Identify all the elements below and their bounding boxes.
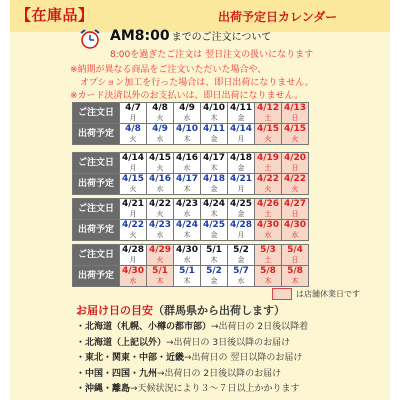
weekday: 金 [210, 185, 218, 193]
date: 4/27 [283, 199, 307, 209]
delivery-text: →出荷日の 2日後以降のお届け [157, 368, 282, 379]
weekday: 水 [183, 210, 191, 218]
date: 5/8 [287, 266, 303, 276]
ship-date-cell [120, 174, 147, 195]
date: 4/14 [229, 124, 253, 134]
date: 4/16 [175, 153, 199, 163]
ship-date-cell [228, 124, 255, 145]
date: 4/22 [121, 220, 145, 230]
order-date-cell [201, 199, 228, 220]
ship-date-cell [228, 174, 255, 195]
delivery-region: ・沖縄・離島 [76, 384, 131, 394]
delivery-row [76, 351, 308, 367]
date: 5/3 [260, 245, 276, 255]
order-date-cell [147, 153, 174, 174]
ship-date-cell [147, 220, 174, 241]
date: 5/4 [287, 245, 303, 255]
order-date-cell [174, 245, 201, 266]
weekday: 水 [156, 135, 164, 143]
date: 4/30 [283, 220, 307, 230]
date: 4/21 [121, 199, 145, 209]
order-date-cell [174, 153, 201, 174]
weekday: 金 [210, 135, 218, 143]
date: 4/9 [152, 124, 168, 134]
ship-date-cell [201, 266, 228, 287]
weekday: 土 [264, 256, 272, 264]
order-date-cell [282, 103, 309, 124]
weekday: 土 [264, 114, 272, 122]
ship-date-cell [174, 220, 201, 241]
date: 4/25 [202, 220, 226, 230]
calendar-week-table [72, 244, 309, 287]
delivery-row [76, 336, 308, 352]
cutoff-note: 8:00を過ぎたご注文は 翌日注文の扱いになります [110, 50, 314, 60]
order-date-cell [255, 153, 282, 174]
date: 4/28 [229, 220, 253, 230]
order-date-cell [120, 103, 147, 124]
date: 4/11 [202, 124, 226, 134]
cutoff-time [110, 28, 271, 44]
order-date-cell [255, 245, 282, 266]
order-date-cell [255, 199, 282, 220]
cutoff-time-value: AM8:00 [110, 28, 170, 44]
weekday: 木 [210, 164, 218, 172]
date: 4/10 [202, 103, 226, 113]
order-date-row [73, 199, 309, 220]
ship-date-cell [120, 266, 147, 287]
ship-date-cell [201, 174, 228, 195]
weekday: 月 [129, 164, 137, 172]
date: 4/20 [283, 153, 307, 163]
note-3: ※カード決済以外のお支払いは、即日出荷になりません。 [70, 91, 304, 101]
date: 5/7 [233, 266, 249, 276]
weekday: 木 [156, 277, 164, 285]
date: 4/19 [256, 153, 280, 163]
delivery-list [76, 320, 308, 398]
weekday: 水 [264, 231, 272, 239]
delivery-title-main: お届け日の目安 [76, 304, 153, 317]
weekday: 水 [156, 231, 164, 239]
weekday: 木 [291, 277, 299, 285]
weekday: 月 [237, 135, 245, 143]
calendar-week-table [72, 152, 309, 195]
legend-text: は店舗休業日です [296, 289, 360, 299]
date: 4/25 [229, 199, 253, 209]
date: 4/30 [121, 266, 145, 276]
ship-date-cell [255, 124, 282, 145]
order-date-cell [282, 199, 309, 220]
delivery-text: →天候状況により３～７日以上かかります [130, 384, 300, 394]
delivery-row [76, 320, 308, 336]
weekday: 水 [183, 256, 191, 264]
order-date-cell [120, 199, 147, 220]
ship-date-cell [255, 266, 282, 287]
weekday: 金 [237, 114, 245, 122]
weekday: 木 [210, 114, 218, 122]
weekday: 火 [291, 135, 299, 143]
order-date-cell [201, 153, 228, 174]
ship-date-cell [120, 124, 147, 145]
date: 4/23 [148, 220, 172, 230]
weekday: 月 [237, 231, 245, 239]
weekday: 水 [183, 164, 191, 172]
weekday: 火 [156, 164, 164, 172]
ship-date-label: 出荷予定 [73, 266, 120, 287]
ship-date-cell [174, 124, 201, 145]
weekday: 日 [291, 114, 299, 122]
weekday: 木 [264, 277, 272, 285]
ship-date-cell [174, 266, 201, 287]
date: 5/2 [233, 245, 249, 255]
ship-date-label: 出荷予定 [73, 124, 120, 145]
ship-date-row [73, 266, 309, 287]
note-1: ※納期が異なる商品をご注文いただいた場合や、 [70, 65, 267, 75]
date: 4/15 [148, 153, 172, 163]
order-date-cell [147, 245, 174, 266]
holiday-swatch [272, 288, 292, 300]
weekday: 火 [156, 210, 164, 218]
ship-date-cell [120, 220, 147, 241]
date: 4/24 [202, 199, 226, 209]
weekday: 金 [237, 164, 245, 172]
order-date-label: ご注文日 [73, 103, 120, 124]
ship-date-cell [282, 220, 309, 241]
weekday: 火 [129, 231, 137, 239]
weekday: 火 [264, 185, 272, 193]
weekday: 月 [237, 185, 245, 193]
weekday: 金 [210, 277, 218, 285]
ship-date-cell [201, 124, 228, 145]
date: 4/17 [202, 153, 226, 163]
notes-block [70, 64, 314, 103]
date: 5/1 [206, 245, 222, 255]
ship-date-label: 出荷予定 [73, 174, 120, 195]
ship-date-cell [147, 266, 174, 287]
weekday: 水 [156, 185, 164, 193]
date: 5/1 [152, 266, 168, 276]
order-date-label: ご注文日 [73, 199, 120, 220]
delivery-region: ・北海道（上記以外） [76, 337, 167, 348]
ship-date-row [73, 174, 309, 195]
ship-date-cell [282, 174, 309, 195]
weekday: 木 [210, 210, 218, 218]
weekday: 水 [237, 277, 245, 285]
date: 4/22 [256, 174, 280, 184]
note-2: オプション加工を行った場合は、即日出荷になりません。 [80, 78, 314, 88]
order-date-cell [201, 245, 228, 266]
weekday: 木 [183, 135, 191, 143]
date: 4/16 [148, 174, 172, 184]
date: 4/28 [121, 245, 145, 255]
delivery-row [76, 367, 308, 383]
order-date-row [73, 153, 309, 174]
date: 5/8 [260, 266, 276, 276]
weekday: 木 [183, 277, 191, 285]
date: 4/21 [229, 174, 253, 184]
ship-date-row [73, 220, 309, 241]
calendar-week-table [72, 198, 309, 241]
order-date-cell [228, 103, 255, 124]
order-date-label: ご注文日 [73, 153, 120, 174]
date: 4/23 [175, 199, 199, 209]
weekday: 土 [264, 164, 272, 172]
order-date-cell [282, 153, 309, 174]
delivery-region: ・東北・関東・中部・近畿 [76, 353, 185, 363]
delivery-region: ・北海道（札幌、小樽の都市部） [76, 322, 212, 332]
weekday: 木 [183, 185, 191, 193]
weekday: 日 [291, 210, 299, 218]
order-date-cell [120, 153, 147, 174]
date: 4/11 [229, 103, 253, 113]
delivery-region: ・中国・四国・九州 [76, 368, 158, 379]
order-date-cell [147, 199, 174, 220]
weekday: 土 [264, 210, 272, 218]
delivery-text: →出荷日の 3日後以降のお届け [166, 337, 291, 348]
order-date-cell [120, 245, 147, 266]
date: 4/26 [256, 199, 280, 209]
delivery-title-sub: （群馬県から出荷します） [153, 304, 285, 317]
date: 4/17 [175, 174, 199, 184]
order-date-cell [255, 103, 282, 124]
date: 5/2 [206, 266, 222, 276]
date: 4/13 [283, 103, 307, 113]
order-date-cell [201, 103, 228, 124]
weekday: 金 [237, 256, 245, 264]
weekday: 火 [291, 185, 299, 193]
ship-date-cell [228, 266, 255, 287]
delivery-title [76, 302, 285, 318]
date: 4/30 [256, 220, 280, 230]
stock-badge: 【在庫品】 [16, 6, 94, 24]
date: 4/9 [179, 103, 195, 113]
weekday: 水 [183, 114, 191, 122]
order-date-cell [174, 199, 201, 220]
ship-date-row [73, 124, 309, 145]
alarm-clock-icon [76, 28, 104, 50]
weekday: 水 [291, 231, 299, 239]
ship-date-cell [201, 220, 228, 241]
date: 4/24 [175, 220, 199, 230]
date: 4/8 [125, 124, 141, 134]
weekday: 火 [156, 114, 164, 122]
date: 4/18 [229, 153, 253, 163]
weekday: 月 [129, 256, 137, 264]
ship-date-cell [282, 266, 309, 287]
weekday: 金 [237, 210, 245, 218]
ship-date-cell [228, 220, 255, 241]
ship-date-cell [174, 174, 201, 195]
date: 4/30 [175, 245, 199, 255]
order-date-cell [228, 153, 255, 174]
weekday: 火 [129, 185, 137, 193]
weekday: 金 [210, 231, 218, 239]
cutoff-time-rest: までのご注文について [171, 32, 272, 43]
calendar-week-table [72, 102, 309, 145]
date: 4/22 [148, 199, 172, 209]
weekday: 木 [210, 256, 218, 264]
date: 4/15 [283, 124, 307, 134]
date: 5/1 [179, 266, 195, 276]
weekday: 火 [264, 135, 272, 143]
order-date-cell [228, 245, 255, 266]
weekday: 日 [291, 164, 299, 172]
date: 4/15 [121, 174, 145, 184]
weekday: 火 [129, 135, 137, 143]
ship-date-cell [282, 124, 309, 145]
weekday: 月 [129, 114, 137, 122]
weekday: 火 [156, 256, 164, 264]
ship-date-label: 出荷予定 [73, 220, 120, 241]
page-title: 出荷予定日カレンダー [218, 10, 338, 24]
order-date-cell [174, 103, 201, 124]
ship-date-cell [147, 174, 174, 195]
weekday: 日 [291, 256, 299, 264]
date: 4/10 [175, 124, 199, 134]
order-date-cell [228, 199, 255, 220]
shipping-calendar-page [10, 0, 390, 400]
delivery-text: →出荷日の 翌日以降のお届け [184, 353, 303, 363]
order-date-cell [147, 103, 174, 124]
ship-date-cell [255, 174, 282, 195]
weekday: 木 [183, 231, 191, 239]
weekday: 水 [129, 277, 137, 285]
order-date-cell [282, 245, 309, 266]
date: 4/7 [125, 103, 141, 113]
legend [272, 288, 360, 300]
date: 4/8 [152, 103, 168, 113]
date: 4/22 [283, 174, 307, 184]
date: 4/14 [121, 153, 145, 163]
date: 4/18 [202, 174, 226, 184]
date: 4/29 [148, 245, 172, 255]
date: 4/12 [256, 103, 280, 113]
order-date-label: ご注文日 [73, 245, 120, 266]
delivery-row [76, 382, 308, 398]
ship-date-cell [147, 124, 174, 145]
ship-date-cell [255, 220, 282, 241]
date: 4/15 [256, 124, 280, 134]
weekday: 月 [129, 210, 137, 218]
order-date-row [73, 245, 309, 266]
order-date-row [73, 103, 309, 124]
delivery-text: →出荷日の 2日後以降着 [211, 322, 309, 332]
